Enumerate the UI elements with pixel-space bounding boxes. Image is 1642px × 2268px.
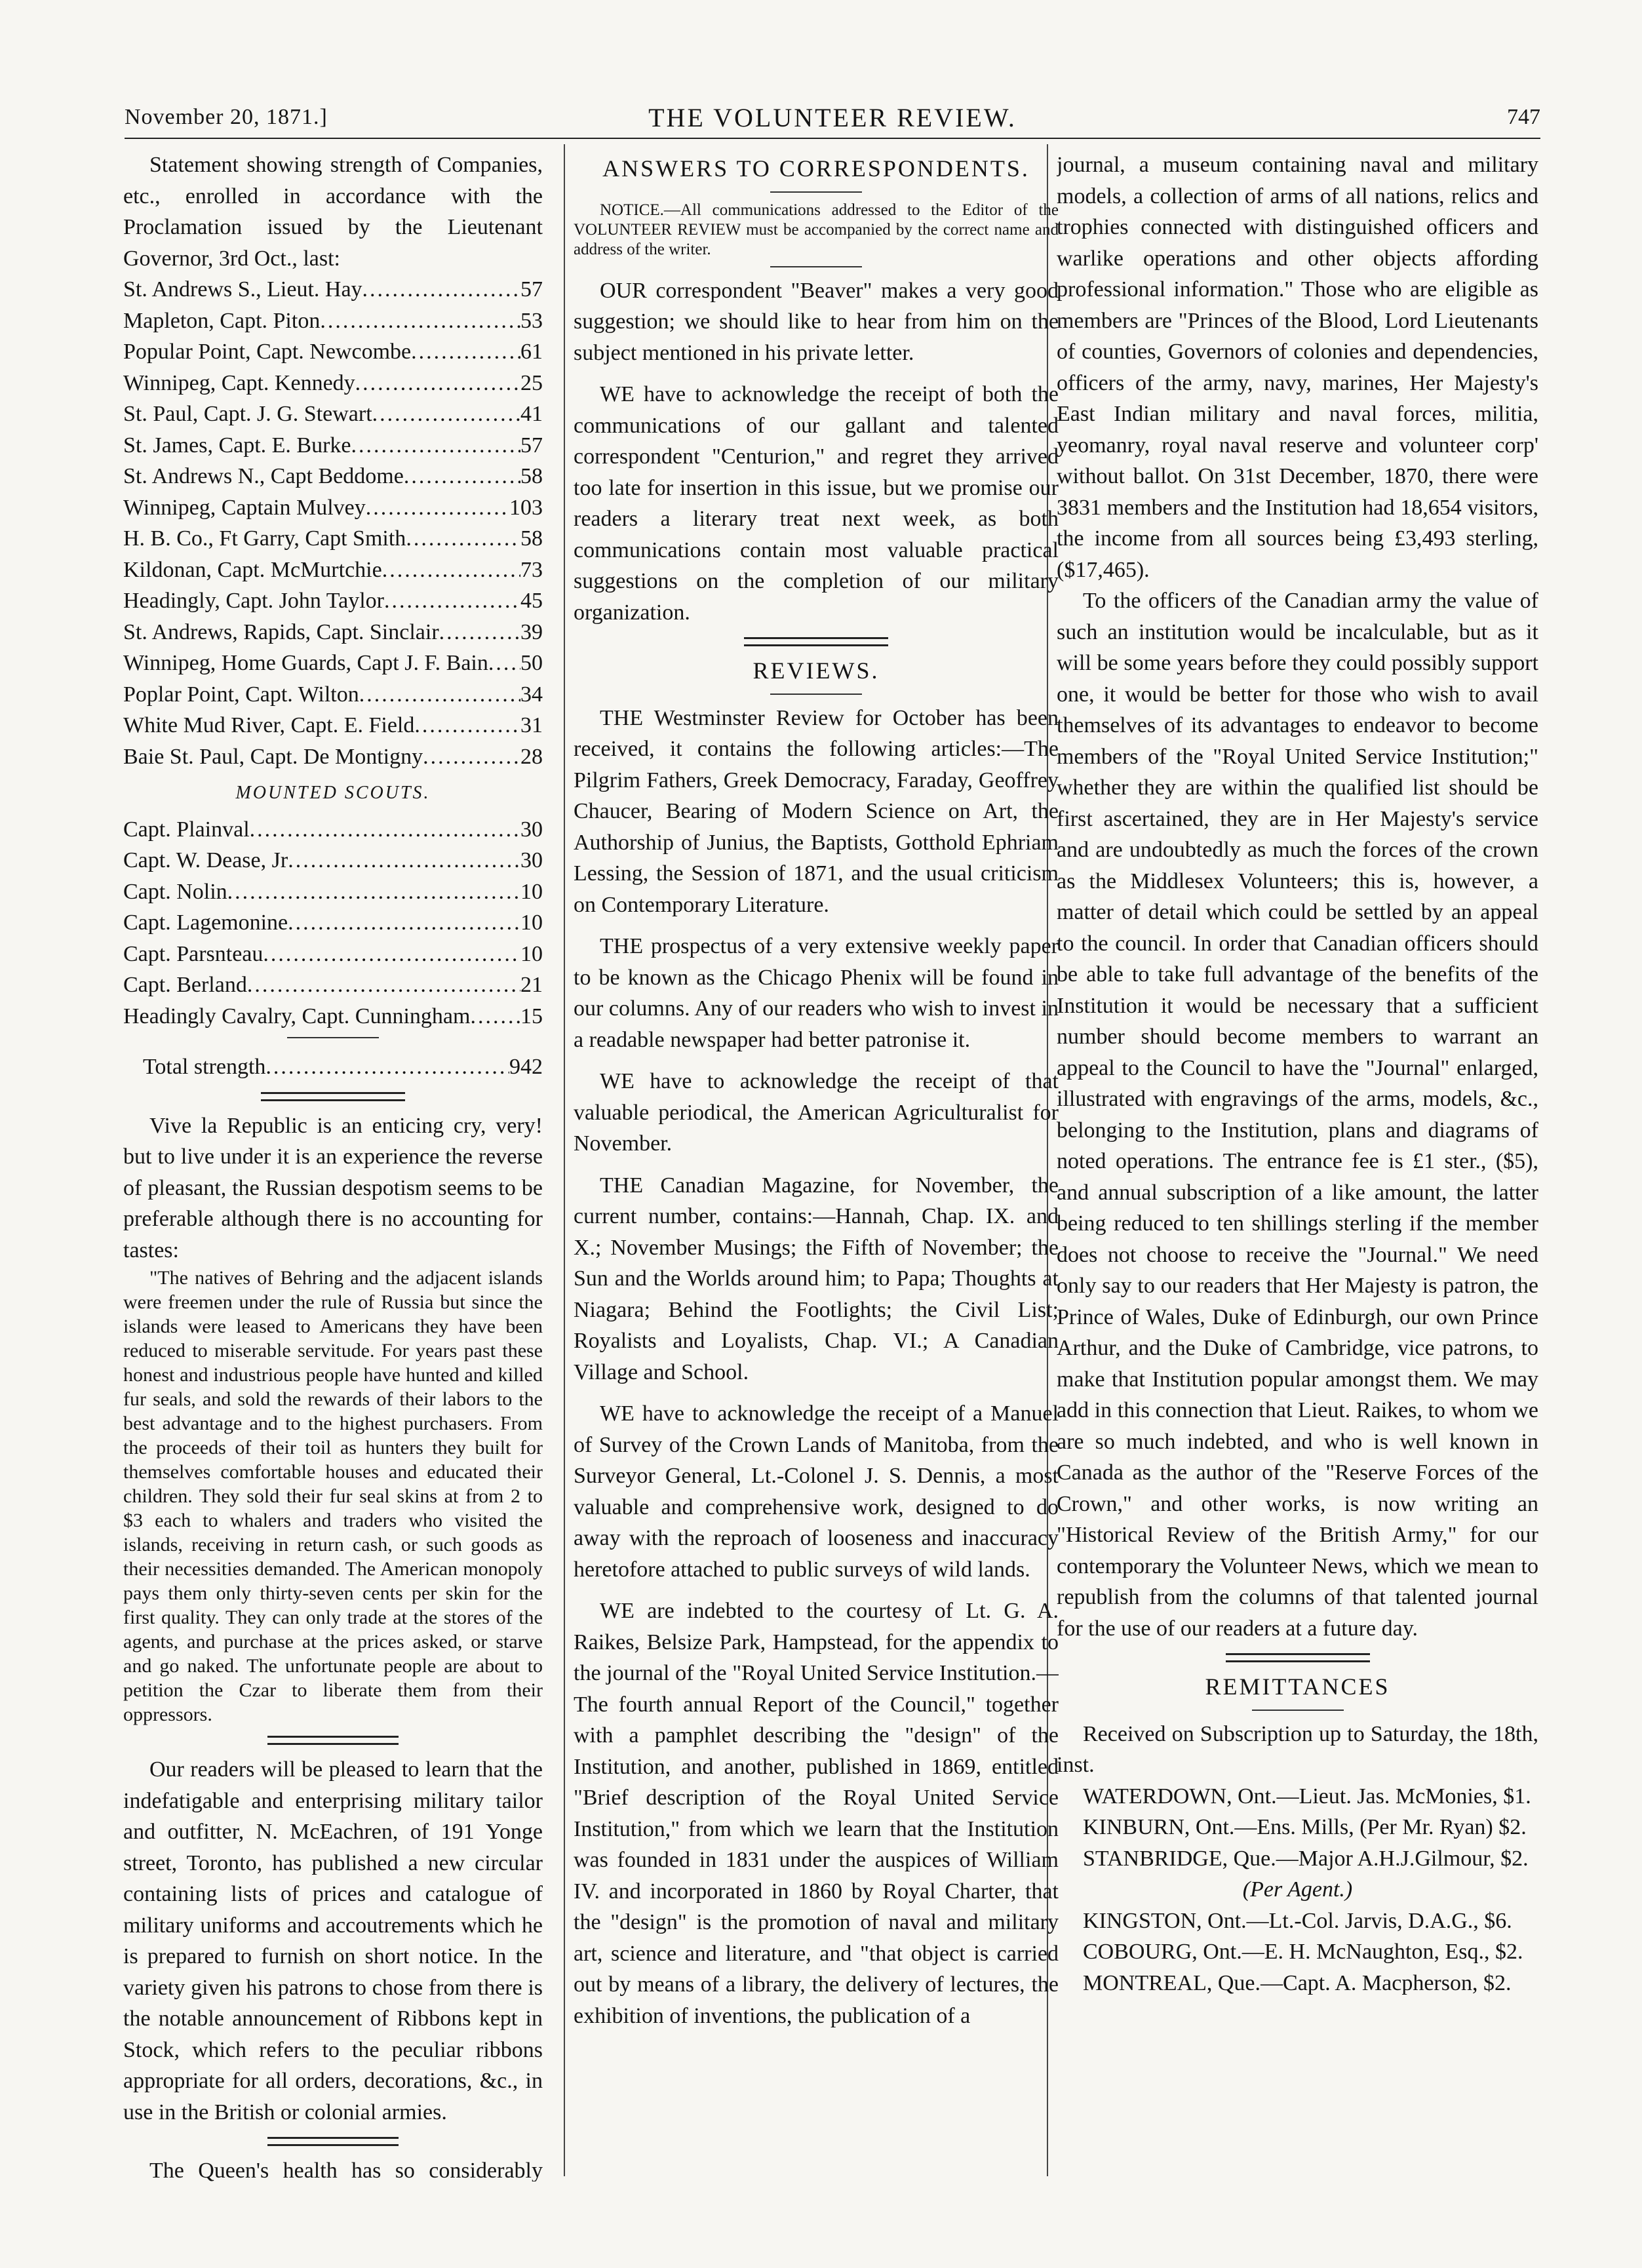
- page-header: [125, 98, 1540, 139]
- divider: [1226, 1653, 1370, 1662]
- remittance-item: MONTREAL, Que.—Capt. A. Macpherson, $2.: [1083, 1970, 1512, 1995]
- divider: [267, 1736, 399, 1745]
- remittance-item: KINGSTON, Ont.—Lt.-Col. Jarvis, D.A.G., $6.: [1083, 1908, 1512, 1933]
- list-item: Headingly, Capt. John Taylor ..... 45: [123, 585, 543, 617]
- list-item: St. Paul, Capt. J. G. Stewart ..... 41: [123, 399, 543, 430]
- companies-list: [123, 274, 543, 772]
- received-line: Received on Subscription up to Saturday, the 18th, inst.: [1057, 1721, 1538, 1777]
- mounted-scouts-heading: MOUNTED SCOUTS.: [235, 783, 431, 803]
- list-item: St. Andrews N., Capt Beddome ..... 58: [123, 461, 543, 492]
- vive-la-republic-paragraph: Vive la Republic is an enticing cry, very! but to live under it is an experience the reverse of pleasant, the Russian despotism seems to be preferable although there is no accounting for tastes:: [123, 1113, 543, 1262]
- remittances-heading: REMITTANCES: [1205, 1673, 1390, 1700]
- answers-heading: ANSWERS TO CORRESPONDENTS.: [602, 155, 1030, 182]
- journal-paragraph: journal, a museum containing naval and military models, a collection of arms of all nations, relics and trophies connected with distinguished officers and warlike operations and other objects affording professional information." Those who are eligible as members are "Princes of the Blood, Lord Lieutenants of counties, Governors of colonies and dependencies, officers of the army, navy, marines, Her Majesty's East Indian military and naval forces, militia, yeomanry, royal naval reserve and volunteer corp' without ballot. On 31st December, 1870, there were 3831 members and the Institution had 18,654 visitors, the income from all sources being £3,493 sterling, ($17,465).: [1057, 153, 1538, 582]
- list-item: Winnipeg, Capt. Kennedy ..... 25: [123, 368, 543, 399]
- canadian-magazine-paragraph: THE Canadian Magazine, for November, the current number, contains:—Hannah, Chap. IX. and X.; November Musings; the Fifth of November; the Sun and the Worlds around him; to Papa; Thoughts at Niagara; Behind the Footlights; the Civil List; Royalists and Loyalists, Chap. VI.; A Canadian Village and School.: [574, 1173, 1059, 1384]
- masthead-title: THE VOLUNTEER REVIEW.: [648, 103, 1017, 132]
- list-item: Capt. Nolin ..... 10: [123, 876, 543, 908]
- raikes-paragraph: WE are indebted to the courtesy of Lt. G. A. Raikes, Belsize Park, Hampstead, for the appendix to the journal of the "Royal United Service Institution.—The fourth annual Report of the Council," together with a pamphlet describing the "design" of the Institution, and another, published in 1869, entitled "Brief description of the Royal United Service Institution," from which we learn that the Institution was founded in 1831 under the auspices of William IV. and incorporated in 1860 by Royal Charter, that the "design" is the promotion of naval and military art, science and literature, and "that object is carried out by means of a library, the delivery of lectures, the exhibition of inventions, the publication of a: [574, 1599, 1059, 2028]
- westminster-paragraph: THE Westminster Review for October has been received, it contains the following articles:—The Pilgrim Fathers, Greek Democracy, Faraday, Geoffrey Chaucer, Bearing of Modern Science on Art, the Authorship of Junius, the Baptists, Gotthold Ephriam Lessing, the Session of 1871, and the usual criticism on Contemporary Literature.: [574, 705, 1059, 917]
- column-right: [1057, 149, 1538, 2181]
- queen-health-paragraph: The Queen's health has so considerably: [149, 2159, 543, 2181]
- list-item: St. James, Capt. E. Burke ..... 57: [123, 430, 543, 461]
- behring-quote: "The natives of Behring and the adjacent islands were freemen under the rule of Russia but since the islands were leased to Americans they have been reduced to miserable servitude. For years past these honest and industrious people have hunted and killed fur seals, and sold the rewards of their labors to the best advantage and to the highest purchasers. From the proceeds of their toil as hunters they built for themselves comfortable houses and educated their children. They sold their fur seal skins at from 2 to $3 each to whalers and traders who visited the islands, receiving in return cash, or such goods as their necessities demanded. The American monopoly pays them only thirty-seven cents per skin for the first quality. They can only trade at the stores of the agents, and purchase at the prices asked, or starve and go naked. The unfortunate people are about to petition the Czar to liberate them from their oppressors.: [123, 1267, 543, 1725]
- remittance-item: STANBRIDGE, Que.—Major A.H.J.Gilmour, $2.: [1083, 1846, 1529, 1871]
- divider: [770, 266, 862, 267]
- scouts-list: [123, 814, 543, 1032]
- remittance-item: KINBURN, Ont.—Ens. Mills, (Per Mr. Ryan) $2.: [1083, 1815, 1527, 1839]
- outfitter-paragraph: Our readers will be pleased to learn that the indefatigable and enterprising military tailor and outfitter, N. McEachren, of 191 Yonge street, Toronto, has published a new circular containing lists of prices and catalogue of military uniforms and accoutrements which he is prepared to furnish on short notice. In the variety given his patrons to chose from there is the notable announcement of Ribbons kept in Stock, which refers to the peculiar ribbons appropriate for all orders, decorations, &c., in use in the British or colonial armies.: [123, 1757, 543, 2124]
- notice-text: NOTICE.—All communications addressed to the Editor of the VOLUNTEER REVIEW must be accompanied by the correct name and address of the writer.: [574, 201, 1059, 258]
- list-item: Kildonan, Capt. McMurtchie ..... 73: [123, 555, 543, 586]
- list-item: Capt. Berland ..... 21: [123, 969, 543, 1001]
- column-rule: [564, 144, 565, 2176]
- divider: [287, 1037, 379, 1038]
- list-item: Popular Point, Capt. Newcombe ..... 61: [123, 336, 543, 368]
- survey-manual-paragraph: WE have to acknowledge the receipt of a Manuel of Survey of the Crown Lands of Manitoba, from the Surveyor General, Lt.-Colonel J. S. Dennis, a most valuable and comprehensive work, designed to do away with the reproach of looseness and inaccuracy heretofore attached to public surveys of wild lands.: [574, 1401, 1059, 1582]
- reviews-heading: REVIEWS.: [753, 657, 880, 684]
- divider: [1252, 1710, 1344, 1711]
- statement-intro: Statement showing strength of Companies, etc., enrolled in accordance with the Proclamation issued by the Lieutenant Governor, 3rd Oct., last:: [123, 153, 543, 271]
- list-item: White Mud River, Capt. E. Field ..... 31: [123, 710, 543, 741]
- chicago-phenix-paragraph: THE prospectus of a very extensive weekly paper to be known as the Chicago Phenix will be found in our columns. Any of our readers who wish to invest in a readable newspaper had better patronise it.: [574, 934, 1059, 1052]
- per-agent-heading: (Per Agent.): [1242, 1877, 1353, 1902]
- list-item: Headingly Cavalry, Capt. Cunningham ..... 15: [123, 1001, 543, 1032]
- list-item: St. Andrews, Rapids, Capt. Sinclair ..... 39: [123, 617, 543, 648]
- list-item: H. B. Co., Ft Garry, Capt Smith ..... 58: [123, 523, 543, 555]
- remittance-item: WATERDOWN, Ont.—Lieut. Jas. McMonies, $1.: [1083, 1784, 1531, 1809]
- divider: [744, 637, 888, 646]
- issue-date: November 20, 1871.]: [125, 105, 328, 129]
- list-item: St. Andrews S., Lieut. Hay ..... 57: [123, 274, 543, 305]
- list-item: Winnipeg, Home Guards, Capt J. F. Bain ..... 50: [123, 648, 543, 679]
- beaver-paragraph: OUR correspondent "Beaver" makes a very good suggestion; we should like to hear from him on the subject mentioned in his private letter.: [574, 278, 1059, 365]
- list-item: Poplar Point, Capt. Wilton ..... 34: [123, 679, 543, 711]
- list-item: Capt. Plainval ..... 30: [123, 814, 543, 846]
- divider: [770, 191, 862, 193]
- list-item: Capt. Parsnteau ..... 10: [123, 939, 543, 970]
- centurion-paragraph: WE have to acknowledge the receipt of both the communications of our gallant and talented correspondent "Centurion," and regret they arrived too late for insertion in this issue, but we promise our readers a literary treat next week, as both communications contain most valuable practical suggestions on the completion of our military organization.: [574, 382, 1059, 625]
- list-item: Capt. W. Dease, Jr ..... 30: [123, 845, 543, 876]
- list-item: Winnipeg, Captain Mulvey ..... 103: [123, 492, 543, 524]
- divider: [267, 2137, 399, 2146]
- list-item: Baie St. Paul, Capt. De Montigny ..... 28: [123, 741, 543, 773]
- column-left: [123, 149, 543, 2181]
- remittance-item: COBOURG, Ont.—E. H. McNaughton, Esq., $2.: [1083, 1940, 1523, 1964]
- page-number: 747: [1507, 105, 1540, 129]
- column-center: [574, 149, 1059, 2181]
- divider: [770, 694, 862, 695]
- total-strength-row: Total strength ..... 942: [123, 1051, 543, 1083]
- agriculturalist-paragraph: WE have to acknowledge the receipt of that valuable periodical, the American Agriculturalist for November.: [574, 1069, 1059, 1156]
- list-item: Capt. Lagemonine ..... 10: [123, 907, 543, 939]
- officers-paragraph: To the officers of the Canadian army the value of such an institution would be incalculable, but as it will be some years before they could possibly support one, it would be better for those who wish to avail themselves of its advantages to endeavor to become members of the "Royal United Service Institution;" whether they are within the qualified list should be first ascertained, they are in Her Majesty's service and are undoubtedly as much the forces of the crown as the Middlesex Volunteers; this is, however, a matter of detail which could be settled by an appeal to the council. In order that Canadian officers should be able to take full advantage of the benefits of the Institution it would be necessary that a sufficient number should become members to warrant an appeal to the Council to have the "Journal" enlarged, illustrated with engravings of the arms, models, &c., belonging to the Institution, plans and diagrams of noted operations. The entrance fee is £1 ster., ($5), and annual subscription of a like amount, the latter being reduced to ten shillings sterling if the member does not choose to receive the "Journal." We need only say to our readers that Her Majesty is patron, the Prince of Wales, Duke of Edinburgh, our own Prince Arthur, and the Duke of Cambridge, vice patrons, to make that Institution popular amongst them. We may add in this connection that Lieut. Raikes, to whom we are so much indebted, and who is well known in Canada as the author of the "Reserve Forces of the Crown," and other works, is now writing an "Historical Review of the British Army," for our contemporary the Volunteer News, which we mean to republish from the columns of that talented journal for the use of our readers at a future day.: [1057, 589, 1538, 1641]
- list-item: Mapleton, Capt. Piton ..... 53: [123, 305, 543, 337]
- divider: [261, 1092, 405, 1101]
